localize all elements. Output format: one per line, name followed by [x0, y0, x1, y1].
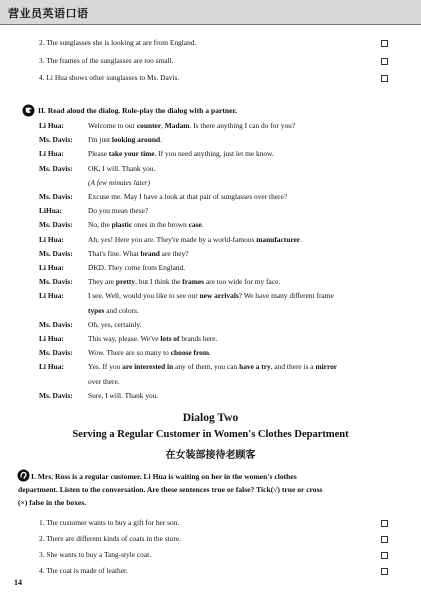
line-text [88, 249, 189, 259]
key-phrase: new arrivals [199, 291, 239, 300]
answer-checkbox[interactable] [381, 520, 388, 527]
statement-number: 4. [39, 566, 45, 575]
line-text [88, 192, 287, 202]
statement-number: 3. [39, 56, 45, 65]
statement-3 [39, 56, 174, 66]
speaker-name: Ms. Davis: [39, 320, 73, 329]
key-phrase: manufacturer [256, 235, 301, 244]
text-segment: . [300, 235, 302, 244]
dialog-line [39, 277, 281, 287]
text-segment: , but I think the [135, 277, 183, 286]
dialog-line [39, 348, 211, 358]
speaker-name: Li Hua: [39, 362, 64, 371]
dialog-two-instruction-line-1: I. Mrs. Ross is a regular customer. Li Hua is waiting on her in the women's clothes [31, 472, 297, 481]
statement-number: 3. [39, 550, 45, 559]
statement-number: 2. [39, 38, 45, 47]
answer-checkbox[interactable] [381, 75, 388, 82]
dialog-chinese-title: 在女装部接待老顾客 [165, 450, 256, 461]
key-phrase: counter [136, 121, 162, 130]
book-title: 营业员英语口语 [8, 7, 89, 20]
speaker-name: Ms. Davis: [39, 391, 73, 400]
speaker-name: Ms. Davis: [39, 249, 73, 258]
statement-text: Li Hua shows other sunglasses to Ms. Davis. [46, 73, 180, 82]
speaking-icon [22, 104, 35, 117]
text-segment: , and there is a [270, 362, 316, 371]
text-segment: DKD. They come from England. [88, 263, 186, 272]
text-segment: (A few minutes later) [88, 178, 151, 187]
statement-text: She wants to buy a Tang-style coat. [46, 550, 152, 559]
line-text [88, 220, 204, 230]
dialog-two-instruction-line-2: department. Listen to the conversation. Are these sentences true or false? Tick(√) true or cross [18, 485, 323, 494]
text-segment: Oh, yes, certainly. [88, 320, 142, 329]
answer-checkbox[interactable] [381, 40, 388, 47]
dialog-line [39, 220, 204, 230]
text-segment: brands here. [179, 334, 218, 343]
line-text [88, 291, 334, 301]
dialog-two-instruction-line-3: (×) false in the boxes. [18, 498, 87, 507]
running-header [0, 0, 421, 24]
key-phrase: mirror [315, 362, 338, 371]
key-phrase: case [188, 220, 202, 229]
dialog-subheading: Serving a Regular Customer in Women's Clothes Department [72, 429, 349, 440]
text-segment: ones in the brown [132, 220, 189, 229]
dialog-line [39, 391, 159, 401]
text-segment: I see. Well, would you like to see our [88, 291, 200, 300]
dialog-line [39, 206, 149, 216]
key-phrase: are interested in [122, 362, 174, 371]
line-text [88, 164, 155, 174]
statement-text: There are different kinds of coats in the store. [46, 534, 181, 543]
text-segment: No, the [88, 220, 112, 229]
dialog-line [39, 164, 156, 174]
dialog-line [39, 235, 302, 245]
speaker-name: Li Hua: [39, 291, 64, 300]
answer-checkbox[interactable] [381, 552, 388, 559]
answer-checkbox[interactable] [381, 58, 388, 65]
text-segment: are they? [159, 249, 189, 258]
text-segment: . [160, 135, 162, 144]
text-segment: . Is there anything I can do for you? [189, 121, 296, 130]
speaker-name: Ms. Davis: [39, 192, 73, 201]
text-segment: Ah, yes! Here you are. They're made by a world-famous [88, 235, 257, 244]
line-text: and colors. [104, 306, 139, 315]
speaker-name: Ms. Davis: [39, 164, 73, 173]
statement-number: 4. [39, 73, 45, 82]
text-segment: , [161, 121, 165, 130]
answer-checkbox[interactable] [381, 568, 388, 575]
key-phrase: types [88, 306, 105, 315]
line-text [88, 334, 217, 344]
speaker-name: Li Hua: [39, 121, 64, 130]
speaker-name: Ms. Davis: [39, 348, 73, 357]
statement-number: 1. [39, 518, 45, 527]
speaker-name: Ms. Davis: [39, 220, 73, 229]
statement-number: 2. [39, 534, 45, 543]
line-text [88, 206, 148, 216]
key-phrase: have a try [239, 362, 271, 371]
key-phrase: lots of [160, 334, 180, 343]
speaker-name: Li Hua: [39, 263, 64, 272]
line-text [88, 135, 162, 145]
key-phrase: pretty [115, 277, 136, 286]
statement-4 [39, 566, 128, 576]
line-text [88, 277, 280, 287]
speaker-name: Li Hua: [39, 334, 64, 343]
statement-text: The frames of the sunglasses are too small. [46, 56, 174, 65]
text-segment: any of them, you can [173, 362, 240, 371]
line-text [88, 362, 337, 372]
text-segment: Wow. There are so many to [88, 348, 171, 357]
dialog-line [39, 362, 338, 372]
text-segment: I'm just [88, 135, 112, 144]
statement-1 [39, 518, 179, 528]
speaker-name: Li Hua: [39, 149, 64, 158]
text-segment: OK, I will. Thank you. [88, 164, 156, 173]
dialog-line [39, 291, 334, 301]
listening-icon [17, 469, 30, 482]
key-phrase: Madam [164, 121, 190, 130]
text-segment: Yes. If you [88, 362, 123, 371]
header-rule [0, 24, 421, 25]
text-segment: . [201, 220, 204, 229]
statement-3 [39, 550, 151, 560]
speaker-name: Ms. Davis: [39, 135, 73, 144]
text-segment: . [208, 348, 211, 357]
text-segment: That's fine. What [88, 249, 141, 258]
key-phrase: looking around [111, 135, 161, 144]
line-text [88, 149, 274, 159]
dialog-line [39, 249, 189, 259]
dialog-line [39, 121, 296, 131]
statement-2 [39, 534, 181, 544]
text-segment: They are [88, 277, 116, 286]
statement-text: The coat is made of leather. [46, 566, 128, 575]
part2-instruction: II. Read aloud the dialog. Role-play the dialog with a partner. [38, 106, 238, 115]
key-phrase: plastic [111, 220, 133, 229]
text-segment: are too wide for my face. [204, 277, 281, 286]
key-phrase: take your time [108, 149, 155, 158]
statement-2 [39, 38, 196, 48]
page-number: 14 [14, 578, 22, 587]
text-segment: Do you mean these? [88, 206, 149, 215]
line-text: over there. [88, 377, 120, 386]
key-phrase: brand [140, 249, 160, 258]
text-segment: Sure, I will. Thank you. [88, 391, 159, 400]
dialog-line-continuation [88, 306, 139, 316]
key-phrase: frames [182, 277, 205, 286]
line-text [88, 178, 150, 188]
dialog-line-continuation [88, 377, 120, 387]
dialog-line [39, 149, 274, 159]
line-text [88, 391, 158, 401]
text-segment: Please [88, 149, 109, 158]
dialog-line [39, 320, 142, 330]
line-text [88, 121, 295, 131]
text-segment: Excuse me. May I have a look at that pair of sunglasses over there? [88, 192, 288, 201]
speaker-name: Li Hua: [39, 235, 64, 244]
dialog-line [39, 192, 288, 202]
speaker-name: Ms. Davis: [39, 277, 73, 286]
text-segment: ? We have many different frame [238, 291, 334, 300]
text-segment: Welcome to our [88, 121, 137, 130]
key-phrase: choose from [170, 348, 209, 357]
dialog-line [39, 334, 218, 344]
dialog-line [39, 135, 162, 145]
text-segment: This way, please. We've [88, 334, 161, 343]
speaker-name: LiHua: [39, 206, 62, 215]
dialog-heading: Dialog Two [182, 412, 239, 424]
line-text [88, 263, 185, 273]
answer-checkbox[interactable] [381, 536, 388, 543]
statement-text: The customer wants to buy a gift for her son. [46, 518, 180, 527]
dialog-line [39, 263, 186, 273]
statement-4 [39, 73, 179, 83]
text-segment: . If you need anything, just let me know. [154, 149, 274, 158]
line-text [88, 348, 211, 358]
line-text [88, 235, 302, 245]
statement-text: The sunglasses she is looking at are from England. [46, 38, 197, 47]
line-text [88, 320, 142, 330]
